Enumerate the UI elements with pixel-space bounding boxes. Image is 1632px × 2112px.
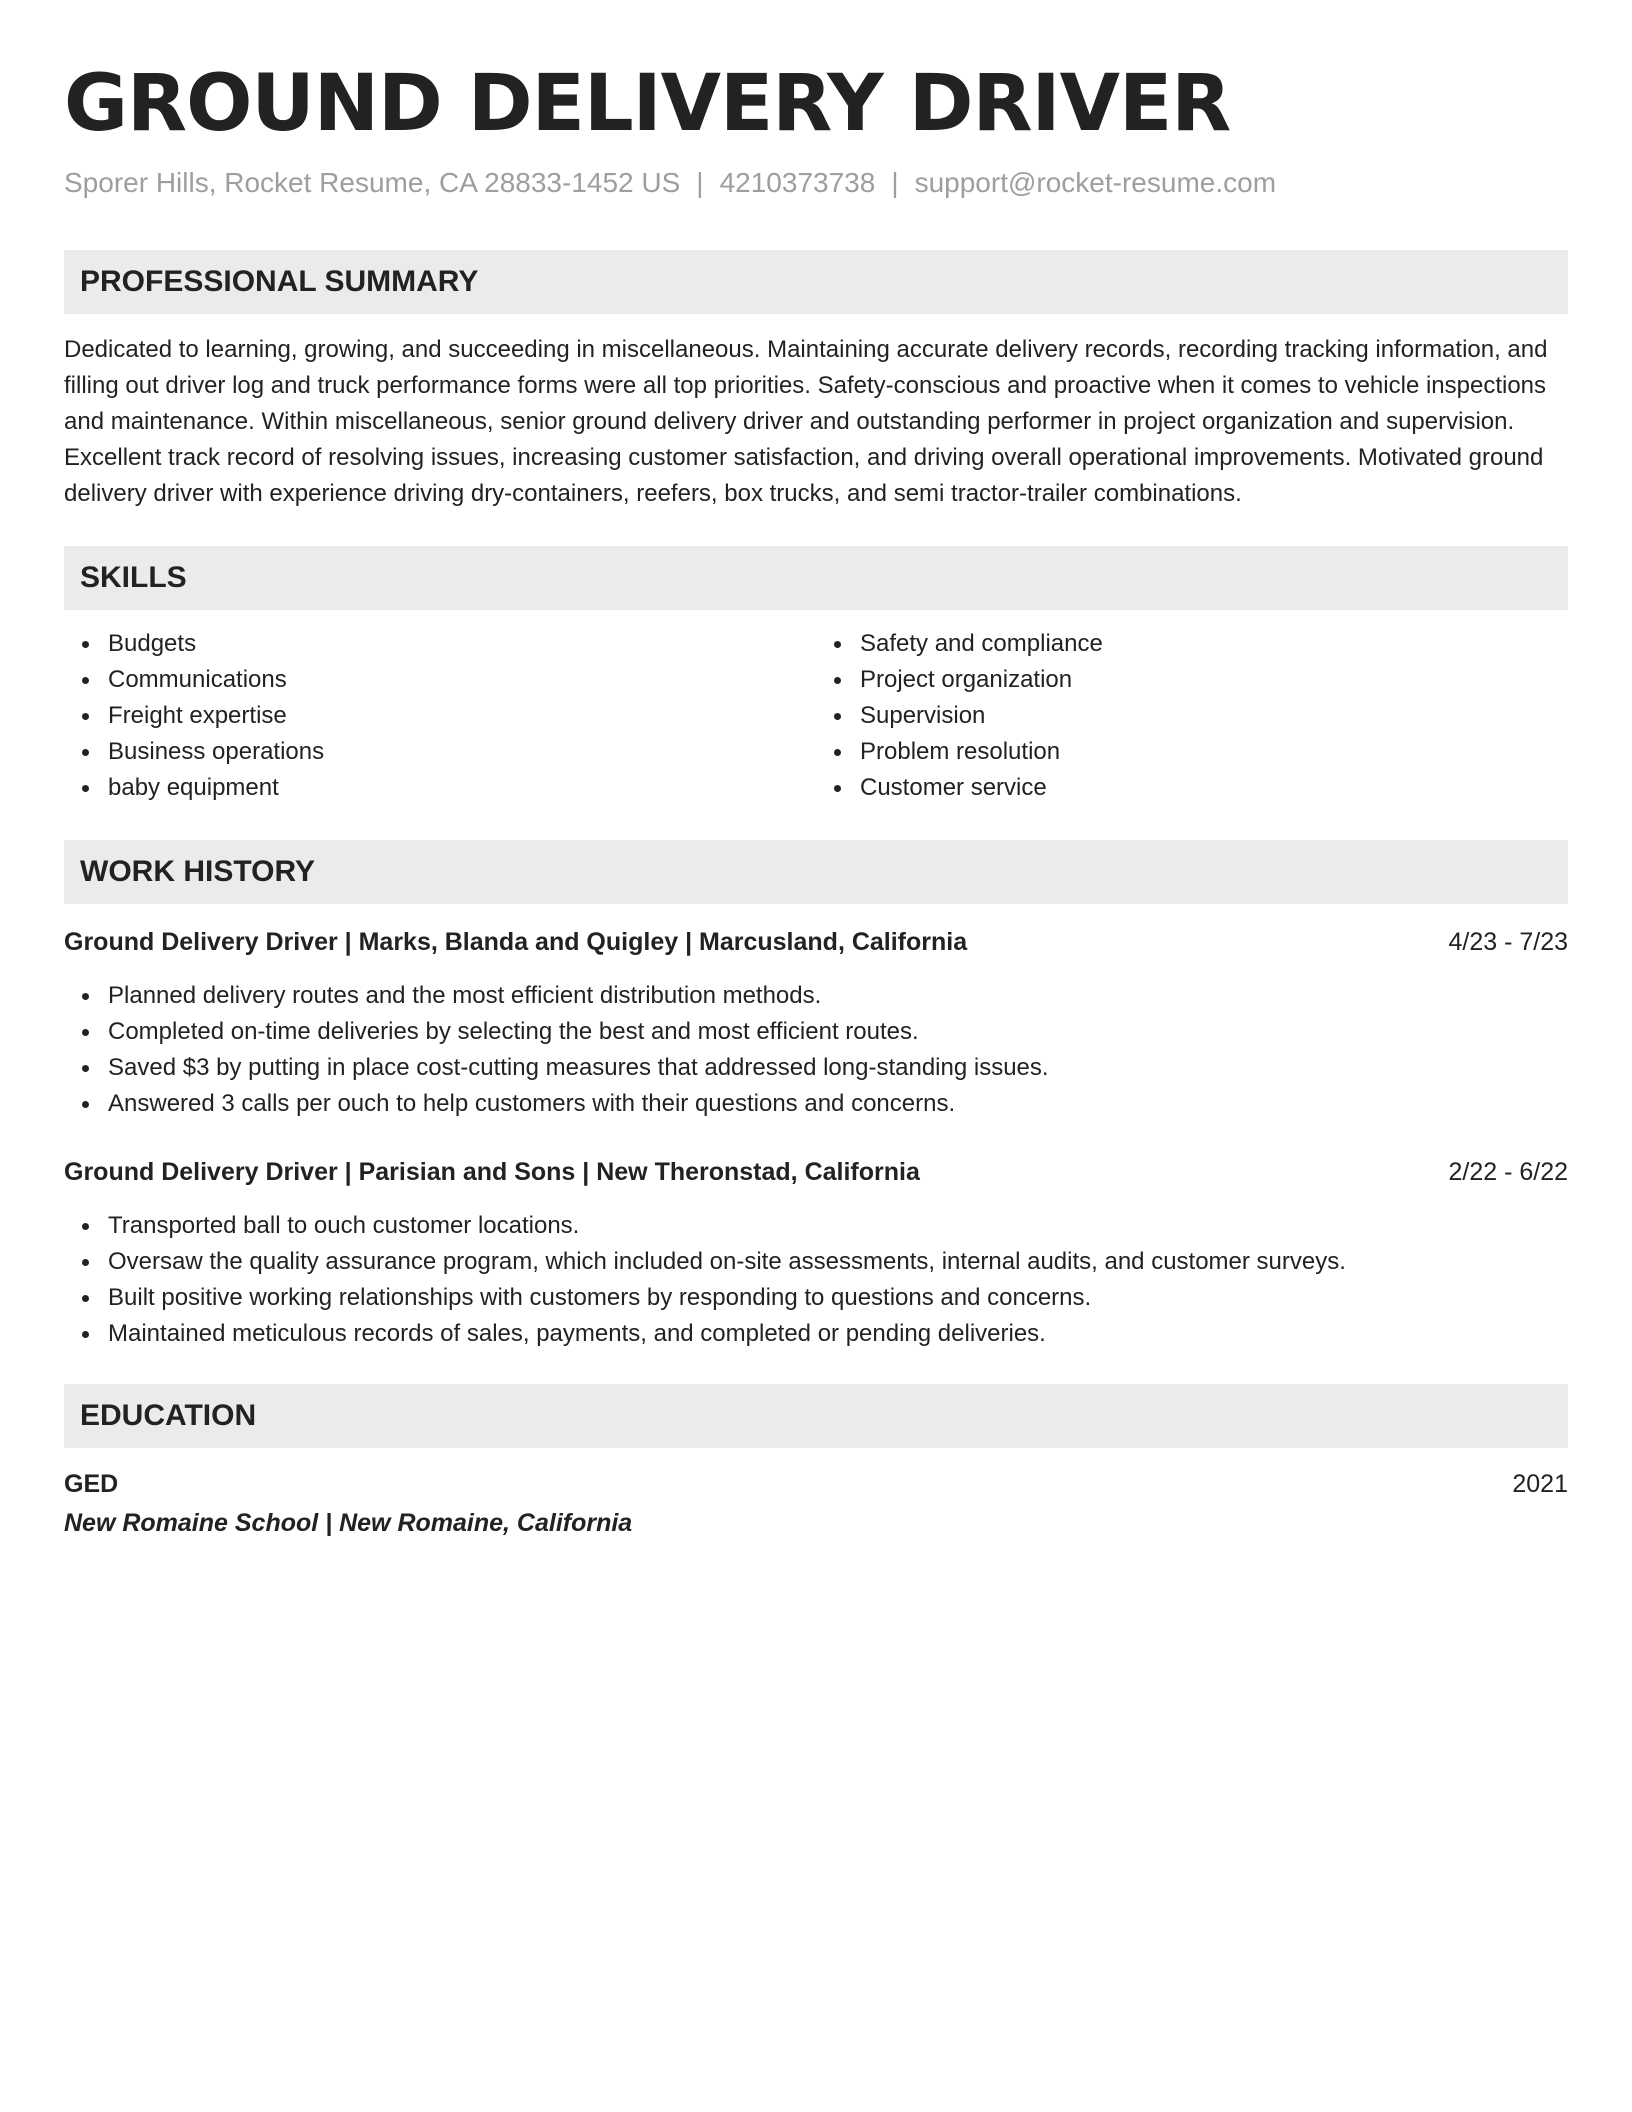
skill-item: Customer service xyxy=(860,770,1568,806)
skill-item: baby equipment xyxy=(108,770,816,806)
contact-line xyxy=(64,166,1568,200)
contact-address: Sporer Hills, Rocket Resume, CA 28833-1452 US xyxy=(64,167,681,198)
section-header-education: EDUCATION xyxy=(64,1384,1568,1448)
job-bullet: Completed on-time deliveries by selecting the best and most efficient routes. xyxy=(108,1014,1568,1050)
skills-column-right xyxy=(816,626,1568,806)
education-header xyxy=(64,1466,1568,1502)
skill-item: Business operations xyxy=(108,734,816,770)
skill-item: Communications xyxy=(108,662,816,698)
job-dates: 2/22 - 6/22 xyxy=(1448,1158,1568,1186)
job-bullet: Saved $3 by putting in place cost-cutting measures that addressed long-standing issues. xyxy=(108,1050,1568,1086)
job-title: Ground Delivery Driver | Marks, Blanda and Quigley | Marcusland, California xyxy=(64,928,968,956)
skills-grid xyxy=(64,626,1568,806)
skills-column-left xyxy=(64,626,816,806)
skill-item: Safety and compliance xyxy=(860,626,1568,662)
education-entry xyxy=(64,1466,1568,1542)
job-entry xyxy=(64,1154,1568,1352)
resume-page xyxy=(64,56,1568,1542)
contact-phone[interactable]: 4210373738 xyxy=(719,167,876,198)
job-title: Ground Delivery Driver | Parisian and Sons | New Theronstad, California xyxy=(64,1158,920,1186)
job-header xyxy=(64,924,1568,960)
job-header xyxy=(64,1154,1568,1190)
candidate-name: GROUND DELIVERY DRIVER xyxy=(64,59,1231,149)
job-bullets xyxy=(64,978,1568,1122)
skill-item: Freight expertise xyxy=(108,698,816,734)
contact-email[interactable]: support@rocket-resume.com xyxy=(914,167,1277,198)
job-bullets xyxy=(64,1208,1568,1352)
job-bullet: Built positive working relationships with customers by responding to questions and concerns. xyxy=(108,1280,1568,1316)
skill-item: Problem resolution xyxy=(860,734,1568,770)
contact-separator: | xyxy=(696,167,704,198)
education-year: 2021 xyxy=(1512,1470,1568,1498)
education-degree: GED xyxy=(64,1470,119,1498)
job-bullet: Transported ball to ouch customer locations. xyxy=(108,1208,1568,1244)
section-header-work-history: WORK HISTORY xyxy=(64,840,1568,904)
skill-item: Supervision xyxy=(860,698,1568,734)
contact-separator: | xyxy=(891,167,899,198)
job-bullet: Maintained meticulous records of sales, payments, and completed or pending deliveries. xyxy=(108,1316,1568,1352)
skill-item: Budgets xyxy=(108,626,816,662)
summary-text: Dedicated to learning, growing, and succeeding in miscellaneous. Maintaining accurate delivery records, recording tracking information, and filling out driver log and truck performance forms were all top priorities. Safety-conscious and proactive when it comes to vehicle inspections and maintenance. Within miscellaneous, senior ground delivery driver and outstanding performer in project organization and supervision. Excellent track record of resolving issues, increasing customer satisfaction, and driving overall operational improvements. Motivated ground delivery driver with experience driving dry-containers, reefers, box trucks, and semi tractor-trailer combinations. xyxy=(64,336,1548,507)
education-school: New Romaine School | New Romaine, California xyxy=(64,1509,633,1537)
section-header-professional-summary: PROFESSIONAL SUMMARY xyxy=(64,250,1568,314)
skill-item: Project organization xyxy=(860,662,1568,698)
job-bullet: Oversaw the quality assurance program, which included on-site assessments, internal audits, and customer surveys. xyxy=(108,1244,1568,1280)
section-header-skills: SKILLS xyxy=(64,546,1568,610)
job-dates: 4/23 - 7/23 xyxy=(1448,928,1568,956)
job-bullet: Planned delivery routes and the most efficient distribution methods. xyxy=(108,978,1568,1014)
job-bullet: Answered 3 calls per ouch to help customers with their questions and concerns. xyxy=(108,1086,1568,1122)
job-entry xyxy=(64,924,1568,1122)
